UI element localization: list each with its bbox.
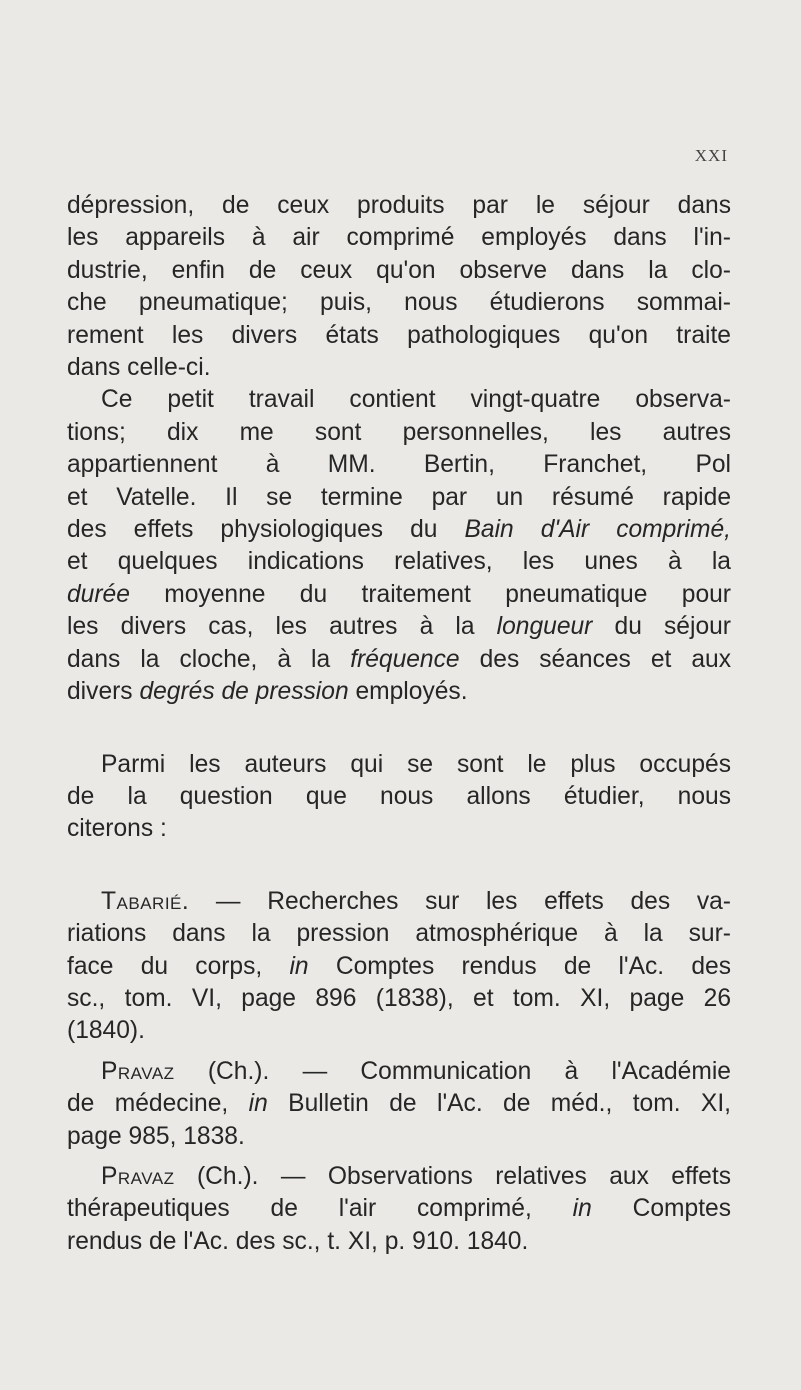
paragraph-3 [67,749,731,846]
text-line: dépression, de ceux produits par le séjour dans [67,192,731,219]
text-line: Ce petit travail contient vingt-quatre observa- [101,386,731,414]
page-number: XXI [694,146,728,165]
text-line: sc., tom. VI, page 896 (1838), et tom. XI, page 26 [67,984,731,1012]
text-line: de médecine, in Bulletin de l'Ac. de méd., tom. XI, [67,1090,732,1118]
text-line: thérapeutiques de l'air comprimé, in Comptes [67,1195,732,1223]
text-line: (1840). [67,1017,145,1045]
text-line: dustrie, enfin de ceux qu'on observe dans la clo- [67,256,731,284]
text-line: dans la cloche, à la fréquence des séances et aux [67,645,731,673]
text-line: riations dans la pression atmosphérique à la sur- [67,920,731,948]
text-line: Pravaz (Ch.). — Communication à l'Académie [101,1057,731,1085]
text-line: divers degrés de pression employés. [67,678,468,706]
italic-term: degrés de pression [139,678,349,706]
text-line: et Vatelle. Il se termine par un résumé rapide [67,483,731,511]
text-line: durée moyenne du traitement pneumatique pour [67,580,731,608]
text-line: rendus de l'Ac. des sc., t. XI, p. 910. 1840. [67,1227,529,1255]
italic-term: in [248,1090,268,1118]
reference-author: Pravaz [101,1057,175,1085]
text-line: rement les divers états pathologiques qu'on traite [67,321,731,349]
reference-author: Tabarié. [101,887,190,915]
text-line: Tabarié. — Recherches sur les effets des va- [101,887,731,915]
reference-author: Pravaz [101,1162,175,1190]
text-line: de la question que nous allons étudier, nous [67,782,731,810]
italic-term: longueur [496,613,593,641]
reference-tabarie [67,886,731,1048]
italic-term: in [572,1195,592,1223]
italic-term: fréquence [350,645,460,673]
italic-term: Bain d'Air comprimé, [464,516,731,544]
body-text [67,190,731,1258]
text-line: Pravaz (Ch.). — Observations relatives aux effets [101,1162,731,1190]
italic-term: durée [67,580,130,608]
reference-pravaz-2 [67,1161,731,1258]
text-line: citerons : [67,815,167,843]
paragraph-2 [67,384,731,708]
text-line: page 985, 1838. [67,1122,245,1150]
reference-pravaz-1 [67,1056,731,1153]
text-line: et quelques indications relatives, les unes à la [67,548,731,576]
text-line: appartiennent à MM. Bertin, Franchet, Pol [67,451,731,479]
text-line: dans celle-ci. [67,354,211,382]
paragraph-1 [67,190,731,384]
text-line: les appareils à air comprimé employés dans l'in- [67,224,731,252]
text-line: che pneumatique; puis, nous étudierons sommai- [67,289,731,317]
text-line: les divers cas, les autres à la longueur du séjour [67,613,731,641]
text-line: tions; dix me sont personnelles, les autres [67,418,731,446]
text-line: face du corps, in Comptes rendus de l'Ac. des [67,952,732,980]
text-line: Parmi les auteurs qui se sont le plus occupés [101,750,731,778]
text-line: des effets physiologiques du Bain d'Air comprimé, [67,516,731,544]
italic-term: in [289,952,309,980]
